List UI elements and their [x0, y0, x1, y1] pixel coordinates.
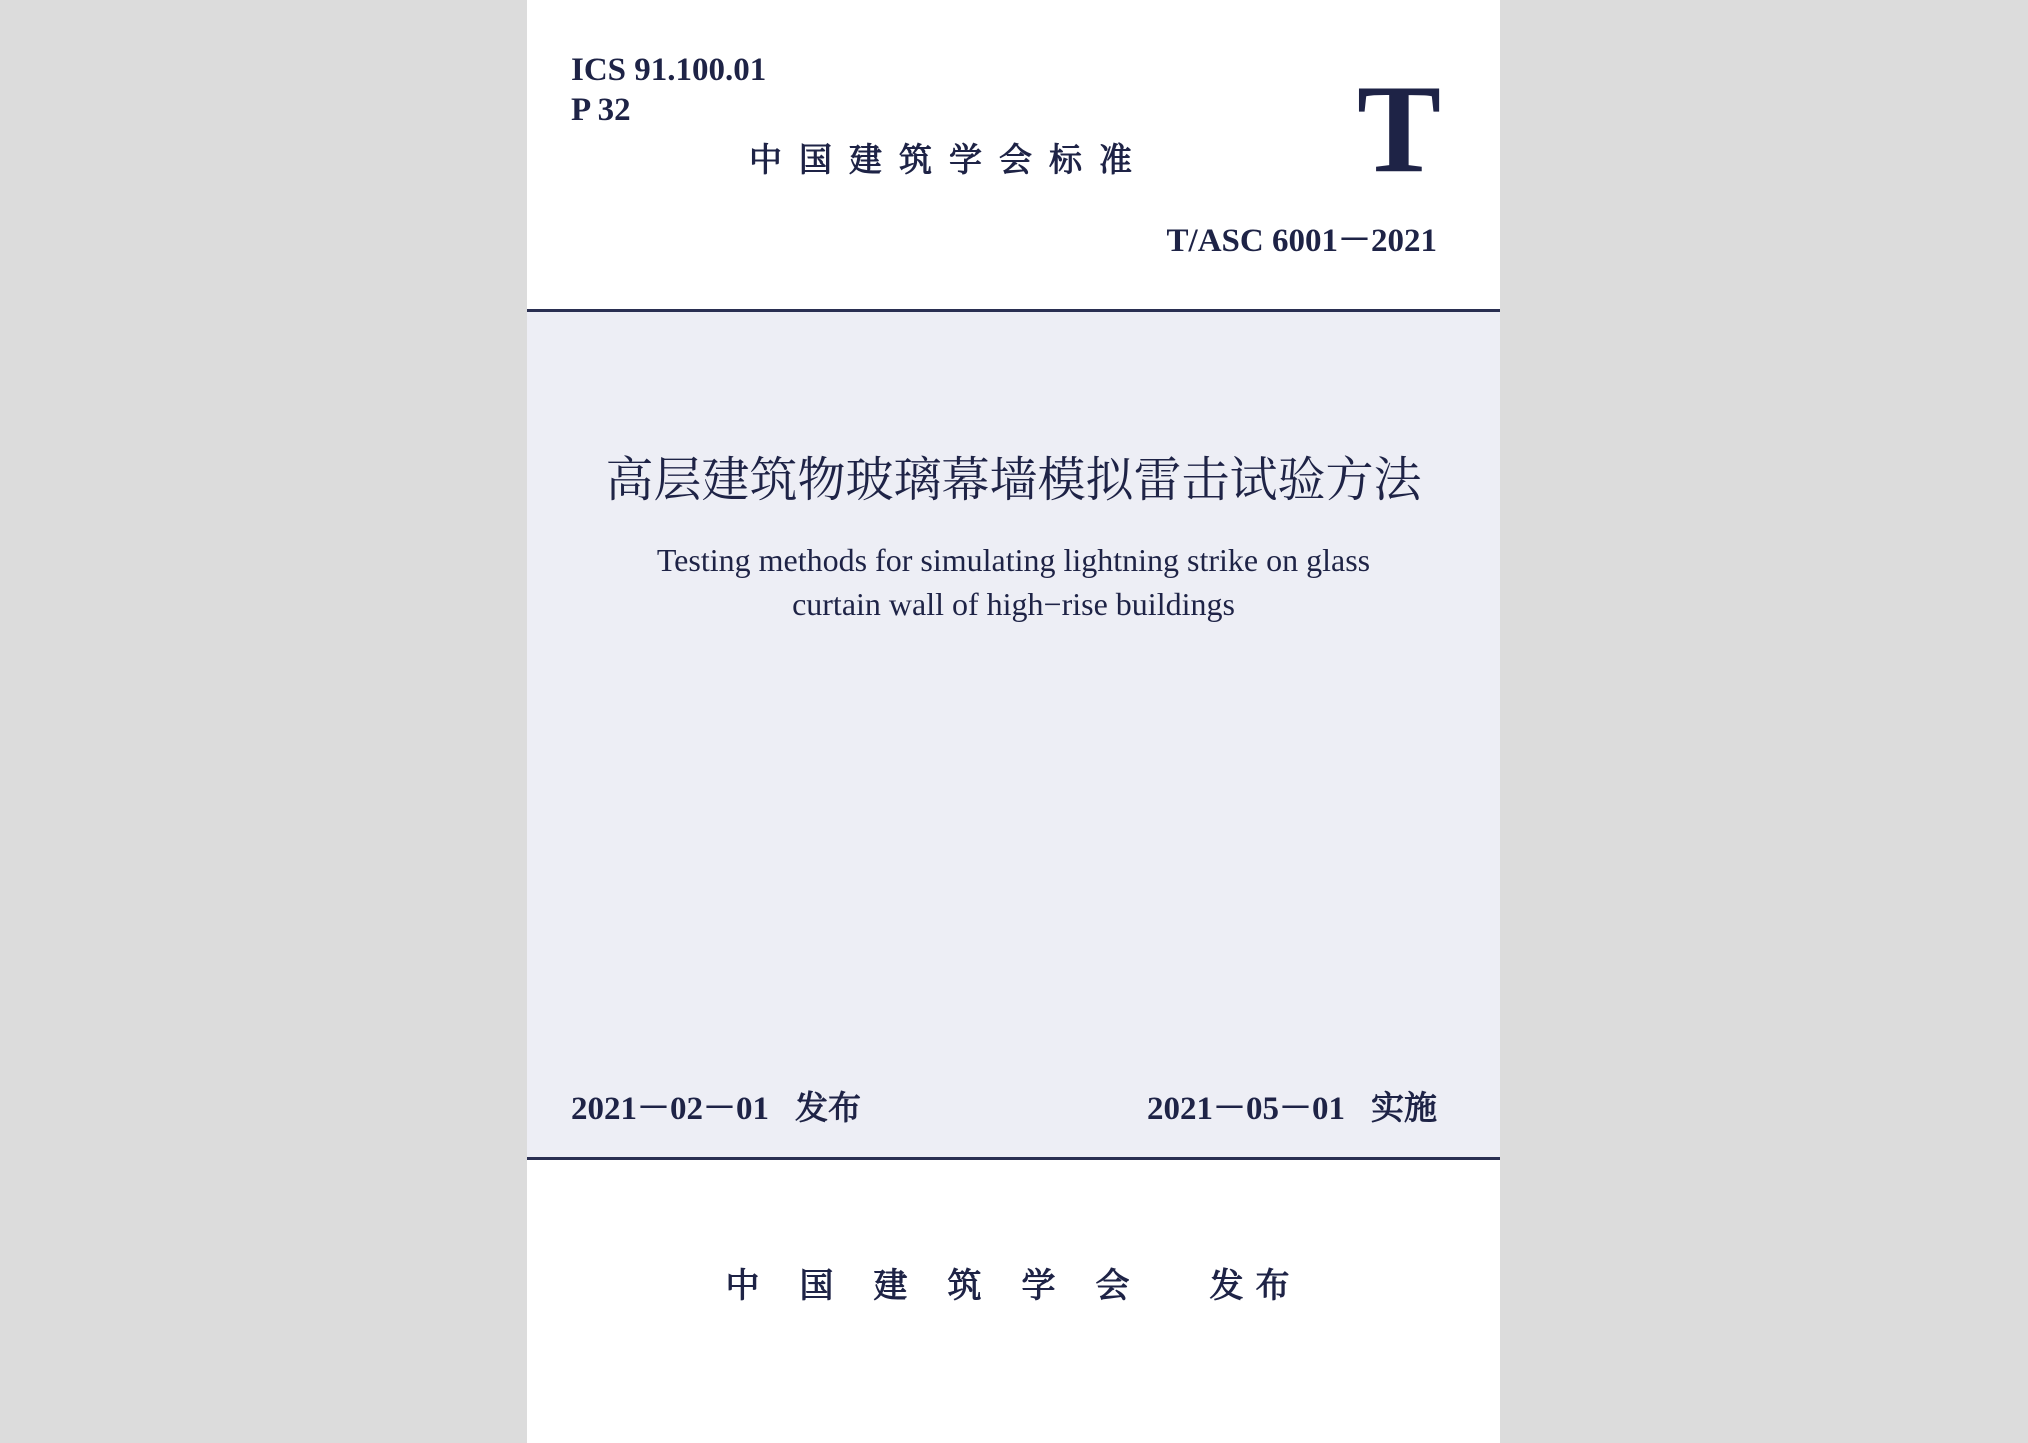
issue-date: 2021－02－01	[571, 1091, 769, 1127]
standard-type-letter: T	[1357, 60, 1442, 199]
title-band	[527, 311, 1500, 1159]
top-rule	[527, 309, 1500, 312]
standard-number: T/ASC 6001－2021	[1166, 223, 1437, 259]
ics-code: ICS 91.100.01	[571, 52, 767, 88]
bottom-rule	[527, 1157, 1500, 1160]
implementation-date: 2021－05－01	[1147, 1091, 1345, 1127]
p-code: P 32	[571, 92, 631, 128]
issue-date-block	[571, 1086, 861, 1131]
title-english	[527, 538, 1500, 626]
association-standard-label: 中国建筑学会标准	[749, 140, 1149, 179]
publisher-name: 中国建筑学会	[725, 1266, 1170, 1306]
cover-page	[527, 0, 1500, 1443]
implementation-label: 实施	[1371, 1088, 1437, 1127]
issue-label: 发布	[795, 1088, 861, 1127]
title-english-line-2: curtain wall of high−rise buildings	[792, 586, 1235, 622]
title-english-line-1: Testing methods for simulating lightning strike on glass	[656, 542, 1371, 578]
publisher-action: 发布	[1209, 1266, 1302, 1306]
title-chinese: 高层建筑物玻璃幕墙模拟雷击试验方法	[605, 452, 1422, 508]
implementation-date-block	[1147, 1086, 1437, 1131]
publisher-line	[527, 1262, 1500, 1310]
